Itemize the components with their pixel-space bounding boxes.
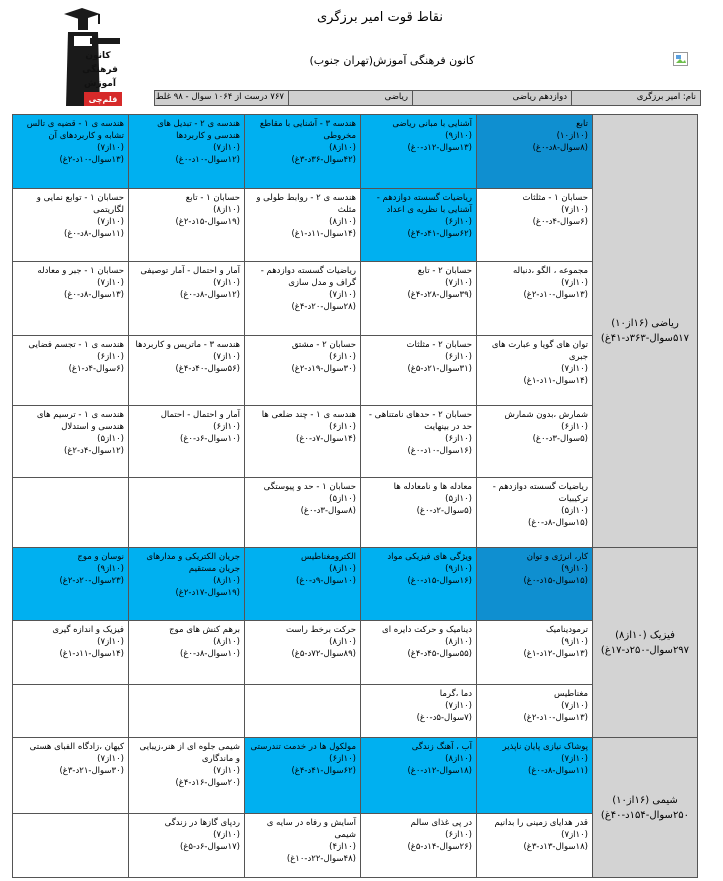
topic-cell — [129, 189, 245, 262]
topic-score: (۱۰از۴) — [329, 842, 356, 852]
topic-cell — [477, 478, 593, 548]
topic-score: (۱۰از۵) — [445, 494, 472, 504]
topic-question-stats: (۲۶سوال-۱۴د-۵غ) — [407, 842, 472, 852]
topic-title: هندسه ۳ - آشنایی با مقاطع مخروطی — [259, 119, 356, 141]
topic-question-stats: (۲۸سوال-۲۰د-۴غ) — [291, 302, 356, 312]
topic-title: کیهان ،زادگاه الفبای هستی — [29, 742, 124, 752]
topic-title: شیمی جلوه ای از هنر،زیبایی و ماندگاری — [139, 742, 240, 764]
topic-title: ویژگی های فیزیکی مواد — [387, 552, 472, 562]
topic-cell — [361, 406, 477, 478]
topic-title: حسابان ۲ - مشتق — [291, 340, 356, 350]
topic-cell — [477, 262, 593, 336]
topic-title: هندسه ی ۱ - قضیه ی تالس تشابه و کاربردهای آن — [26, 119, 124, 141]
topic-cell — [13, 406, 129, 478]
topic-question-stats: (۳۰سوال-۱۹د-۲غ) — [291, 364, 356, 374]
topic-score: (۱۰از۸) — [213, 205, 240, 215]
topic-cell — [477, 406, 593, 478]
topic-cell — [477, 336, 593, 406]
topic-score: (۱۰از۶) — [97, 352, 124, 362]
topic-question-stats: (۴۸سوال-۲۲د-۱۰غ) — [286, 854, 356, 864]
topic-score: (۱۰از۷) — [561, 830, 588, 840]
topic-score: (۱۰از۸) — [445, 754, 472, 764]
topic-score: (۱۰از۸) — [329, 143, 356, 153]
topic-score: (۱۰از۶) — [445, 830, 472, 840]
topic-question-stats: (۱۲سوال-۸د-۰غ) — [180, 290, 240, 300]
topic-question-stats: (۱۳سوال-۱۰د-۲غ) — [523, 290, 588, 300]
topic-question-stats: (۷سوال-۵د-۰غ) — [416, 713, 472, 723]
topic-cell — [477, 814, 593, 878]
broken-image-icon — [673, 52, 689, 67]
topic-cell — [129, 262, 245, 336]
topic-score: (۱۰از۷) — [213, 278, 240, 288]
topic-cell — [477, 738, 593, 814]
topic-score: (۱۰از۷) — [213, 766, 240, 776]
subject-category: ریاضی (۱۶از۱۰) ۵۱۷سوال-۳۶۳د-۴۱غ) — [593, 115, 698, 548]
topic-title: هندسه ۳ - ماتریس و کاربردها — [135, 340, 240, 350]
topic-cell — [13, 621, 129, 685]
topic-question-stats: (۱۴سوال-۷د-۰غ) — [296, 434, 356, 444]
topic-title: آمار و احتمال - احتمال — [160, 410, 240, 420]
topic-title: آب ، آهنگ زندگی — [411, 742, 472, 752]
topic-score: (۱۰از۸) — [445, 637, 472, 647]
topic-score: (۱۰از۹) — [445, 131, 472, 141]
topic-score: (۱۰از۷) — [97, 217, 124, 227]
topic-cell — [361, 621, 477, 685]
topic-title: ترمودینامیک — [545, 625, 588, 635]
topic-title: ریاضیات گسسته دوازدهم - ترکیبیات — [492, 482, 588, 504]
topic-cell — [361, 115, 477, 189]
topic-score: (۱۰از۶) — [445, 434, 472, 444]
topic-score: (۱۰از۵) — [329, 494, 356, 504]
topic-question-stats: (۱۲سوال-۴د-۲غ) — [64, 446, 124, 456]
topic-cell — [245, 406, 361, 478]
topic-title: قدر هدایای زمینی را بدانیم — [494, 818, 588, 828]
topic-title: شمارش ،بدون شمارش — [504, 410, 588, 420]
topic-question-stats: (۲۳سوال-۲۰د-۲غ) — [59, 576, 124, 586]
topic-cell — [13, 685, 129, 738]
topic-title: آمار و احتمال - آمار توصیفی — [140, 266, 240, 276]
topic-cell — [361, 262, 477, 336]
topic-title: تابع — [576, 119, 588, 129]
topic-cell — [361, 336, 477, 406]
topic-title: نوسان و موج — [77, 552, 124, 562]
topic-score: (۱۰از۷) — [97, 637, 124, 647]
topic-question-stats: (۵۶سوال-۴۰د-۴غ) — [175, 364, 240, 374]
topic-question-stats: (۱۵سوال-۱۵د-۰غ) — [523, 576, 588, 586]
topic-title — [13, 814, 128, 817]
topic-score: (۱۰از۶) — [561, 422, 588, 432]
topic-question-stats: (۱۳سوال-۱۰د-۲غ) — [523, 713, 588, 723]
topic-score: (۱۰از۹) — [561, 637, 588, 647]
topic-cell — [361, 189, 477, 262]
subject-category: فیزیک (۱۰از۸) ۲۹۷سوال-۲۵۰د-۱۷غ) — [593, 548, 698, 738]
topic-question-stats: (۵۵سوال-۴۵د-۴غ) — [407, 649, 472, 659]
topic-question-stats: (۱۶سوال-۱۵د-۰غ) — [407, 576, 472, 586]
topic-question-stats: (۱۶سوال-۱۰د-۰غ) — [407, 446, 472, 456]
topic-score: (۱۰از۹) — [97, 564, 124, 574]
topic-question-stats: (۱۳سوال-۱۲د-۰غ) — [407, 143, 472, 153]
student-grade: دوازدهم ریاضی — [412, 91, 571, 105]
topic-score: (۱۰از۸) — [329, 637, 356, 647]
topic-question-stats: (۱۰سوال-۶د-۰غ) — [180, 434, 240, 444]
topic-cell — [245, 685, 361, 738]
topic-question-stats: (۱۸سوال-۱۲د-۰غ) — [407, 766, 472, 776]
topic-question-stats: (۱۲سوال-۱۰د-۰غ) — [175, 155, 240, 165]
student-info-bar — [154, 90, 701, 106]
svg-text:کانون: کانون — [85, 51, 111, 61]
topic-score: (۱۰از۷) — [213, 830, 240, 840]
topic-title: حسابان ۲ - مثلثات — [406, 340, 472, 350]
topic-question-stats: (۸۹سوال-۷۲د-۵غ) — [291, 649, 356, 659]
topic-cell — [13, 478, 129, 548]
topic-cell — [13, 262, 129, 336]
topic-cell — [477, 621, 593, 685]
topic-title: مغناطیس — [554, 689, 588, 699]
topic-question-stats: (۱۴سوال-۱۱د-۱غ) — [291, 229, 356, 239]
svg-text:قلم‌چی: قلم‌چی — [88, 95, 118, 104]
topic-cell — [129, 738, 245, 814]
topic-question-stats: (۵سوال-۳د-۰غ) — [532, 434, 588, 444]
topic-cell — [245, 738, 361, 814]
svg-text:فرهنگی: فرهنگی — [82, 65, 118, 75]
topic-question-stats: (۳۹سوال-۲۸د-۴غ) — [407, 290, 472, 300]
topic-cell — [245, 814, 361, 878]
topic-cell — [361, 738, 477, 814]
topic-cell — [361, 685, 477, 738]
topic-cell — [129, 548, 245, 621]
topic-title: برهم کنش های موج — [169, 625, 240, 635]
topic-question-stats: (۳۱سوال-۲۱د-۵غ) — [407, 364, 472, 374]
topic-title: ریاضیات گسسته دوازدهم - گراف و مدل سازی — [260, 266, 356, 288]
topic-question-stats: (۱۰سوال-۹د-۰غ) — [296, 576, 356, 586]
topic-cell — [129, 406, 245, 478]
topic-cell — [477, 685, 593, 738]
topic-title: حسابان ۱ - توابع نمایی و لگاریتمی — [36, 193, 124, 215]
topic-title: فیزیک و اندازه گیری — [52, 625, 124, 635]
subject-category: شیمی (۱۶از۱۰) ۲۵۰سوال-۱۵۴د-۴۰غ) — [593, 738, 698, 878]
svg-text:آموزش: آموزش — [84, 79, 116, 89]
topic-score: (۱۰از۶) — [213, 422, 240, 432]
topic-cell — [245, 548, 361, 621]
topic-title: هندسه ی ۱ - ترسیم های هندسی و استدلال — [36, 410, 124, 432]
topic-question-stats: (۶سوال-۴د-۱غ) — [68, 364, 124, 374]
page-title: نقاط قوت امیر برزگری — [316, 10, 444, 25]
topic-question-stats: (۱۳سوال-۸د-۰غ) — [64, 290, 124, 300]
topic-score: (۱۰از۷) — [561, 205, 588, 215]
topic-title: هندسه ی ۱ - تجسم فضایی — [28, 340, 124, 350]
topic-title: توان های گویا و عبارت های جبری — [491, 340, 588, 362]
topic-cell — [129, 685, 245, 738]
topic-cell — [13, 189, 129, 262]
topic-question-stats: (۱۱سوال-۸د-۰غ) — [528, 766, 588, 776]
topic-question-stats: (۴۲سوال-۳۶د-۳غ) — [291, 155, 356, 165]
topic-title: حسابان ۱ - تابع — [185, 193, 240, 203]
topic-cell — [13, 814, 129, 878]
topic-score: (۱۰از۶) — [329, 422, 356, 432]
topic-cell — [129, 336, 245, 406]
topic-cell — [361, 814, 477, 878]
topic-title: معادله ها و نامعادله ها — [393, 482, 472, 492]
topic-title: ریاضیات گسسته دوازدهم - آشنایی با نظریه ی اعداد — [376, 193, 472, 215]
topic-question-stats: (۶سوال-۴د-۰غ) — [532, 217, 588, 227]
table-row — [13, 738, 698, 814]
topic-question-stats: (۱۵سوال-۸د-۰غ) — [528, 518, 588, 528]
topic-score: (۱۰از۷) — [561, 701, 588, 711]
topic-question-stats: (۶۲سوال-۴۱د-۴غ) — [291, 766, 356, 776]
topic-question-stats: (۱۴سوال-۱۱د-۱غ) — [59, 649, 124, 659]
topic-title: آشنایی با مبانی ریاضی — [392, 119, 472, 129]
topic-score: (۱۰از۷) — [213, 352, 240, 362]
topic-cell — [245, 336, 361, 406]
topic-question-stats: (۱۷سوال-۶د-۵غ) — [180, 842, 240, 852]
topic-cell — [245, 262, 361, 336]
topic-title: مولکول ها در خدمت تندرستی — [250, 742, 356, 752]
topic-title — [13, 685, 128, 688]
topic-score: (۱۰از۷) — [213, 143, 240, 153]
topic-title: حرکت برخط راست — [285, 625, 356, 635]
topic-title — [129, 685, 244, 688]
topic-score: (۱۰از۸) — [329, 217, 356, 227]
topic-score: (۱۰از۷) — [329, 290, 356, 300]
topic-title: دینامیک و حرکت دایره ای — [382, 625, 472, 635]
topic-score: (۱۰از۷) — [445, 278, 472, 288]
topic-score: (۱۰از۹) — [561, 564, 588, 574]
topic-title: هندسه ی ۲ - روابط طولی و مثلث — [256, 193, 356, 215]
topic-score: (۱۰از۵) — [97, 434, 124, 444]
topic-title: کار، انرژی و توان — [526, 552, 588, 562]
topic-cell — [129, 115, 245, 189]
topic-score: (۱۰از۷) — [97, 278, 124, 288]
strengths-table — [12, 114, 698, 878]
student-field: ریاضی — [288, 91, 412, 105]
topic-question-stats: (۲۰سوال-۱۶د-۴غ) — [175, 778, 240, 788]
topic-question-stats: (۱۰سوال-۸د-۰غ) — [180, 649, 240, 659]
topic-question-stats: (۱۳سوال-۱۰د-۲غ) — [59, 155, 124, 165]
topic-question-stats: (۱۱سوال-۸د-۰غ) — [64, 229, 124, 239]
topic-cell — [477, 189, 593, 262]
topic-title: مجموعه ، الگو ،دنباله — [512, 266, 588, 276]
topic-title: الکترومغناطیس — [301, 552, 356, 562]
topic-score: (۱۰از۶) — [329, 352, 356, 362]
topic-score: (۱۰از۷) — [97, 754, 124, 764]
topic-title: جریان الکتریکی و مدارهای جریان مستقیم — [146, 552, 240, 574]
topic-title: حسابان ۱ - مثلثات — [522, 193, 588, 203]
topic-score: (۱۰از۷) — [561, 278, 588, 288]
topic-question-stats: (۸سوال-۸د-۰غ) — [532, 143, 588, 153]
topic-score: (۱۰از۷) — [561, 754, 588, 764]
topic-score: (۱۰از۱۰) — [556, 131, 588, 141]
page-subtitle: کانون فرهنگی آموزش(تهران جنوب) — [309, 54, 475, 67]
topic-title — [129, 478, 244, 481]
topic-cell — [13, 738, 129, 814]
topic-score: (۱۰از۶) — [329, 754, 356, 764]
topic-title: ردپای گازها در زندگی — [164, 818, 240, 828]
topic-title: هندسه ی ۱ - چند ضلعی ها — [261, 410, 356, 420]
student-name: نام: امیر برزگری — [571, 91, 700, 105]
topic-score: (۱۰از۶) — [445, 217, 472, 227]
table-row — [13, 115, 698, 189]
topic-title: دما ،گرما — [439, 689, 472, 699]
topic-cell — [13, 115, 129, 189]
topic-cell — [361, 478, 477, 548]
topic-cell — [245, 621, 361, 685]
topic-title — [13, 478, 128, 481]
topic-question-stats: (۱۴سوال-۱۱د-۱غ) — [523, 376, 588, 386]
topic-score: (۱۰از۵) — [561, 506, 588, 516]
table-row — [13, 548, 698, 621]
topic-title: حسابان ۱ - حد و پیوستگی — [263, 482, 356, 492]
topic-score: (۱۰از۸) — [213, 637, 240, 647]
topic-cell — [361, 548, 477, 621]
topic-cell — [477, 548, 593, 621]
topic-cell — [129, 478, 245, 548]
topic-question-stats: (۳۰سوال-۲۱د-۳غ) — [59, 766, 124, 776]
topic-score: (۱۰از۹) — [445, 564, 472, 574]
topic-question-stats: (۵سوال-۲د-۰غ) — [416, 506, 472, 516]
topic-title: حسابان ۱ - جبر و معادله — [37, 266, 124, 276]
topic-title: حسابان ۲ - تابع — [417, 266, 472, 276]
topic-score: (۱۰از۶) — [445, 352, 472, 362]
topic-title: پوشاک نیازی پایان ناپذیر — [502, 742, 588, 752]
logo — [54, 6, 126, 110]
topic-question-stats: (۱۹سوال-۱۷د-۲غ) — [175, 588, 240, 598]
topic-title: در پی غذای سالم — [410, 818, 472, 828]
topic-score: (۱۰از۷) — [445, 701, 472, 711]
topic-title: حسابان ۲ - حدهای نامتناهی - حد در بینهایت — [368, 410, 472, 432]
topic-score: (۱۰از۷) — [561, 364, 588, 374]
topic-cell — [13, 336, 129, 406]
topic-title — [245, 685, 360, 688]
topic-cell — [245, 115, 361, 189]
topic-cell — [245, 478, 361, 548]
topic-score: (۱۰از۷) — [97, 143, 124, 153]
score-summary: ۷۶۷ درست از ۱۰۶۴ سوال - ۹۸ غلط — [155, 92, 284, 102]
topic-cell — [13, 548, 129, 621]
topic-cell — [477, 115, 593, 189]
topic-cell — [129, 621, 245, 685]
topic-question-stats: (۱۸سوال-۱۳د-۳غ) — [523, 842, 588, 852]
topic-question-stats: (۶۲سوال-۴۱د-۴غ) — [407, 229, 472, 239]
topic-cell — [245, 189, 361, 262]
topic-question-stats: (۱۹سوال-۱۵د-۲غ) — [175, 217, 240, 227]
topic-title: هندسه ی ۲ - تبدیل های هندسی و کاربردها — [157, 119, 240, 141]
topic-question-stats: (۸سوال-۳د-۰غ) — [300, 506, 356, 516]
topic-title: آسایش و رفاه در سایه ی شیمی — [266, 818, 356, 840]
topic-score: (۱۰از۸) — [329, 564, 356, 574]
topic-question-stats: (۱۳سوال-۱۲د-۱غ) — [523, 649, 588, 659]
topic-cell — [129, 814, 245, 878]
topic-score: (۱۰از۸) — [213, 576, 240, 586]
